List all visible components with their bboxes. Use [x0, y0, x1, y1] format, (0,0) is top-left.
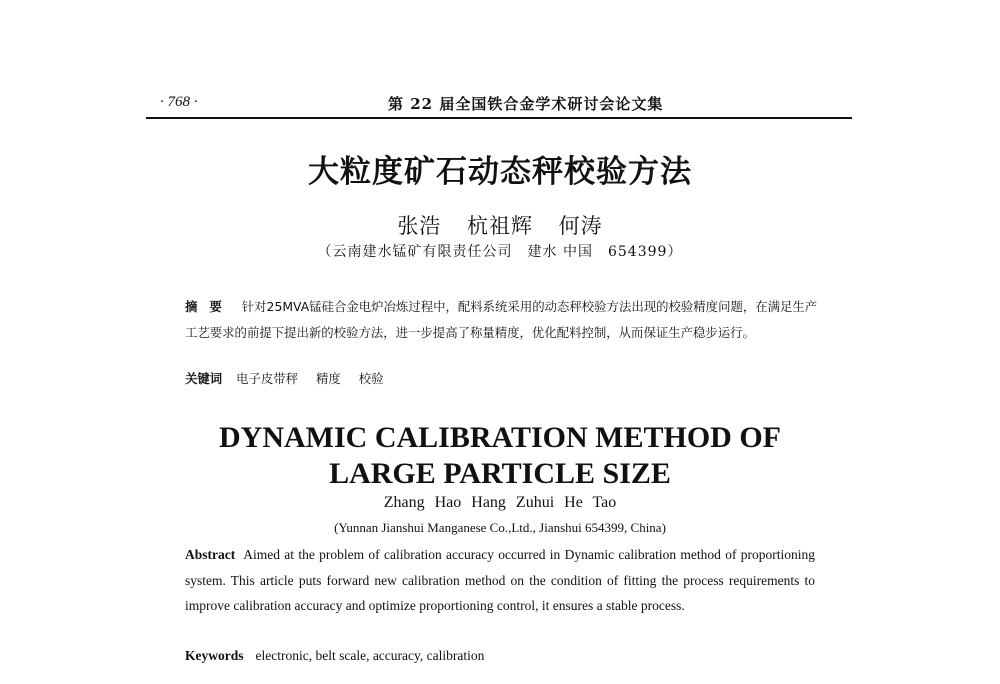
- chinese-affiliation: （云南建水锰矿有限责任公司 建水 中国 654399）: [317, 244, 683, 260]
- chinese-keyword: 电子皮带秤: [236, 371, 299, 386]
- chinese-keyword: 精度: [316, 371, 341, 386]
- english-keywords-label: Keywords: [185, 648, 244, 663]
- english-abstract-label: Abstract: [185, 547, 236, 562]
- english-keywords: [185, 648, 815, 664]
- chinese-keyword: 校验: [358, 371, 384, 386]
- chinese-abstract-label: 摘要: [185, 299, 234, 314]
- english-affiliation: (Yunnan Jianshui Manganese Co.,Ltd., Jianshui 654399, China): [334, 520, 666, 535]
- running-header: [148, 92, 850, 116]
- chinese-authors: 张浩 杭祖辉 何涛: [397, 214, 603, 238]
- english-title: [0, 420, 1000, 492]
- chinese-title: 大粒度矿石动态秤校验方法: [308, 154, 692, 190]
- page-number: · 768 ·: [160, 94, 198, 110]
- english-abstract: [185, 542, 815, 619]
- header-rule: [146, 117, 852, 119]
- chinese-keywords-label: 关键词: [185, 371, 223, 386]
- english-abstract-text: Aimed at the problem of calibration accuracy occurred in Dynamic calibration method of proportioning system. This article puts forward new calibration method on the condition of fitting the process requirements to improve calibration accuracy and optimize proportioning control, it ensures a stable process.: [185, 547, 815, 613]
- english-title-line-1: DYNAMIC CALIBRATION METHOD OF: [219, 421, 781, 454]
- running-title: 第 22 届全国铁合金学术研讨会论文集: [388, 95, 664, 113]
- chinese-keywords: [185, 369, 825, 387]
- english-authors: Zhang Hao Hang Zuhui He Tao: [383, 494, 617, 511]
- english-title-line-2: LARGE PARTICLE SIZE: [329, 457, 671, 490]
- english-keywords-text: electronic, belt scale, accuracy, calibration: [255, 648, 485, 663]
- chinese-abstract: [185, 294, 825, 346]
- chinese-abstract-text: 针对25MVA锰硅合金电炉冶炼过程中，配料系统采用的动态秤校验方法出现的校验精度问题，在满足生产工艺要求的前提下提出新的校验方法，进一步提高了称量精度，优化配料控制，从而保证生产稳步运行。: [185, 299, 818, 340]
